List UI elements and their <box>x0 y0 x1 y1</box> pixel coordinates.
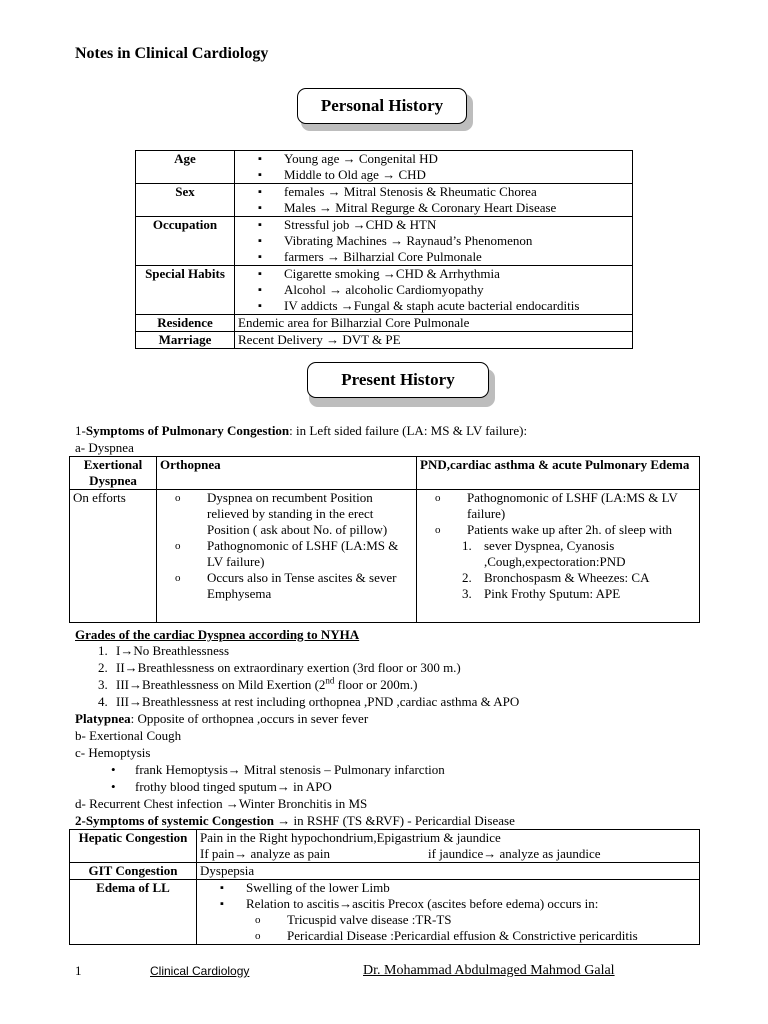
list-item: ▪ females → Mitral Stenosis & Rheumatic Chorea <box>258 184 629 200</box>
table-row <box>70 880 700 945</box>
superscript: nd <box>325 675 335 686</box>
dyspnea-subheading: a- Dyspnea <box>75 440 134 455</box>
list-item: • frank Hemoptysis→ Mitral stenosis – Pulmonary infarction <box>111 762 445 777</box>
list-item-text: Pink Frothy Sputum: APE <box>484 586 621 601</box>
dyspnea-table <box>69 456 700 623</box>
column-header: Orthopnea <box>157 457 417 490</box>
row-label: Marriage <box>136 332 235 349</box>
table-row <box>136 266 633 315</box>
grade-text: II→Breathlessness on extraordinary exertion (3rd floor or 300 m.) <box>116 660 461 675</box>
list-item <box>420 522 696 538</box>
row-content: Endemic area for Bilharzial Core Pulmonale <box>235 315 633 332</box>
list-item-text: Bronchospasm & Wheezes: CA <box>484 570 650 585</box>
list-item: o Pericardial Disease :Pericardial effusion & Constrictive pericarditis <box>240 928 696 944</box>
column-header: PND,cardiac asthma & acute Pulmonary Edema <box>417 457 700 490</box>
nyha-grade <box>98 643 229 659</box>
grade-number: 2. <box>98 660 108 675</box>
list-item: o Pathognomonic of LSHF (LA:MS & LV failure) <box>160 538 413 570</box>
grade-text: III→Breathlessness on Mild Exertion (2 <box>116 677 326 692</box>
section-banner-personal <box>297 88 475 132</box>
table-row <box>70 830 700 863</box>
list-item-text: frank Hemoptysis→ Mitral stenosis – Pulmonary infarction <box>135 762 445 777</box>
heading-rest: : in Left sided failure (LA: MS & LV failure): <box>289 423 528 438</box>
row-content: Dyspepsia <box>197 863 700 880</box>
list-item: ▪ IV addicts →Fungal & staph acute bacterial endocarditis <box>258 298 629 314</box>
row-content <box>235 184 633 217</box>
row-content <box>235 266 633 315</box>
heading-text: 2-Symptoms of systemic Congestion <box>75 813 274 828</box>
grade-text: III→Breathlessness at rest including orthopnea ,PND ,cardiac asthma & APO <box>116 694 520 709</box>
cough-subheading: b- Exertional Cough <box>75 728 182 743</box>
table-row <box>70 863 700 880</box>
row-content <box>197 830 700 863</box>
row-label: GIT Congestion <box>70 863 197 880</box>
grade-text: I→No Breathlessness <box>116 643 230 658</box>
platypnea-line <box>75 711 368 727</box>
list-item: ▪ Swelling of the lower Limb <box>220 880 696 896</box>
row-label: Hepatic Congestion <box>70 830 197 863</box>
grade-number: 4. <box>98 694 108 709</box>
list-item: ▪ Males → Mitral Regurge & Coronary Heart Disease <box>258 200 629 216</box>
row-text-part: if jaundice→ analyze as jaundice <box>428 846 601 861</box>
heading-text: Symptoms of Pulmonary Congestion <box>85 423 290 438</box>
table-row <box>136 315 633 332</box>
column-header: Exertional Dyspnea <box>70 457 157 490</box>
list-item: ▪ Cigarette smoking →CHD & Arrhythmia <box>258 266 629 282</box>
nyha-grade <box>98 694 519 710</box>
list-item-text: frothy blood tinged sputum→ in APO <box>135 779 332 794</box>
systemic-heading <box>75 813 515 829</box>
list-item: • frothy blood tinged sputum→ in APO <box>111 779 332 794</box>
list-item: ▪ Stressful job →CHD & HTN <box>258 217 629 233</box>
table-row <box>136 332 633 349</box>
nyha-grade <box>98 660 461 676</box>
list-number: 2. <box>462 570 472 585</box>
table-cell <box>417 490 700 623</box>
list-item: o Occurs also in Tense ascites & sever Emphysema <box>160 570 413 602</box>
table-cell: On efforts <box>70 490 157 623</box>
list-item: ▪ Middle to Old age → CHD <box>258 167 629 183</box>
footer-course: Clinical Cardiology <box>150 964 250 978</box>
term: Platypnea <box>75 711 131 726</box>
table-row <box>136 151 633 184</box>
list-item: o Tricuspid valve disease :TR-TS <box>240 912 696 928</box>
list-item <box>462 570 696 586</box>
grade-number: 1. <box>98 643 108 658</box>
list-item: ▪ Young age → Congenital HD <box>258 151 629 167</box>
heading-prefix: 1- <box>75 423 86 438</box>
row-content <box>197 880 700 945</box>
section-banner-present <box>307 362 497 408</box>
hemoptysis-subheading: c- Hemoptysis <box>75 745 151 760</box>
table-cell <box>157 490 417 623</box>
row-content: Recent Delivery → DVT & PE <box>235 332 633 349</box>
nyha-grade <box>98 677 417 693</box>
list-item: o Dyspnea on recumbent Position relieved by standing in the erect Position ( ask about No. of pillow) <box>160 490 413 538</box>
row-label: Occupation <box>136 217 235 266</box>
heading-rest: → in RSHF (TS &RVF) - Pericardial Disease <box>273 813 515 828</box>
page-number: 1 <box>75 963 82 978</box>
list-item: ▪ farmers → Bilharzial Core Pulmonale <box>258 249 629 265</box>
list-item <box>462 586 696 602</box>
row-content <box>235 151 633 184</box>
row-text <box>200 846 696 862</box>
list-item-text: Patients wake up after 2h. of sleep with <box>467 522 673 537</box>
nyha-heading: Grades of the cardiac Dyspnea according to NYHA <box>75 627 360 642</box>
row-label: Special Habits <box>136 266 235 315</box>
list-number: 3. <box>462 586 472 601</box>
list-item: ▪ Relation to ascitis→ascitis Precox (ascites before edema) occurs in: <box>220 896 696 912</box>
list-item: o Pathognomonic of LSHF (LA:MS & LV failure) <box>420 490 696 522</box>
table-row <box>70 490 700 623</box>
table-row <box>136 184 633 217</box>
section-title: Personal History <box>297 88 467 124</box>
systemic-congestion-table <box>69 829 700 945</box>
list-item: ▪ Vibrating Machines → Raynaud’s Phenomenon <box>258 233 629 249</box>
list-number: 1. <box>462 538 472 553</box>
row-text-part: If pain→ analyze as pain <box>200 846 330 861</box>
row-label: Edema of LL <box>70 880 197 945</box>
list-item <box>462 538 696 570</box>
row-text: Pain in the Right hypochondrium,Epigastrium & jaundice <box>200 830 501 845</box>
definition: : Opposite of orthopnea ,occurs in sever fever <box>130 711 369 726</box>
pulmonary-heading <box>75 423 527 439</box>
row-content <box>235 217 633 266</box>
list-item-text: sever Dyspnea, Cyanosis ,Cough,expectoration:PND <box>484 538 626 569</box>
list-item: ▪ Alcohol → alcoholic Cardiomyopathy <box>258 282 629 298</box>
table-row <box>136 217 633 266</box>
row-label: Residence <box>136 315 235 332</box>
footer-author: Dr. Mohammad Abdulmaged Mahmod Galal <box>363 963 615 978</box>
table-header-row <box>70 457 700 490</box>
grade-text: floor or 200m.) <box>334 677 418 692</box>
row-label: Sex <box>136 184 235 217</box>
chest-infection-line: d- Recurrent Chest infection →Winter Bronchitis in MS <box>75 796 368 811</box>
numbered-list <box>420 538 696 602</box>
section-title: Present History <box>307 362 489 398</box>
row-label: Age <box>136 151 235 184</box>
document-title: Notes in Clinical Cardiology <box>75 45 269 62</box>
grade-number: 3. <box>98 677 108 692</box>
personal-history-table <box>135 150 633 349</box>
